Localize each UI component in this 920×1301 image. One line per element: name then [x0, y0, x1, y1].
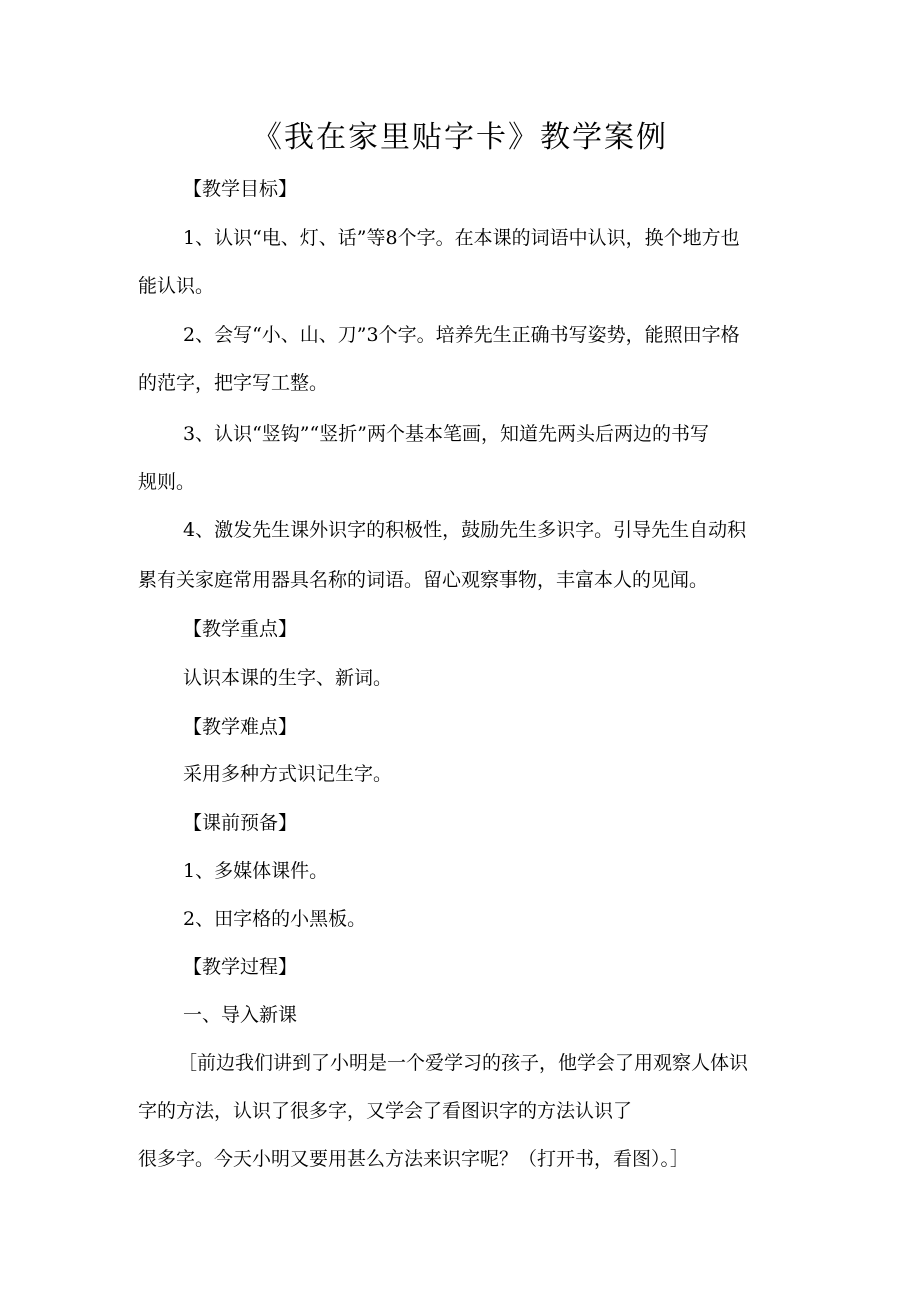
objective-1-line-2: 能认识。 [138, 275, 215, 297]
key-points-heading: 【教学重点】 [183, 618, 298, 640]
process-paragraph-line-1: ［前边我们讲到了小明是一个爱学习的孩子，他学会了用观察人体识 [178, 1052, 749, 1074]
objective-3-line-1: 3、认识“竖钩”“竖折”两个基本笔画，知道先两头后两边的书写 [183, 423, 709, 445]
objective-4-line-1: 4、激发先生课外识字的积极性，鼓励先生多识字。引导先生自动积 [183, 519, 747, 541]
process-step-1: 一、导入新课 [183, 1004, 298, 1026]
preparation-item-2: 2、田字格的小黑板。 [183, 908, 367, 930]
objective-2-line-1: 2、会写“小、山、刀”3个字。培养先生正确书写姿势，能照田字格 [183, 324, 740, 346]
objective-1-line-1: 1、认识“电、灯、话”等8个字。在本课的词语中认识，换个地方也 [183, 227, 740, 249]
process-heading: 【教学过程】 [183, 956, 298, 978]
document-title: 《我在家里贴字卡》教学案例 [252, 120, 668, 155]
process-paragraph-line-3: 很多字。今天小明又要用甚么方法来识字呢？（打开书，看图）。］ [138, 1148, 690, 1170]
difficulties-text: 采用多种方式识记生字。 [183, 763, 393, 785]
preparation-item-1: 1、多媒体课件。 [183, 860, 329, 882]
difficulties-heading: 【教学难点】 [183, 716, 298, 738]
objective-4-line-2: 累有关家庭常用器具名称的词语。留心观察事物，丰富本人的见闻。 [138, 569, 709, 591]
objective-3-line-2: 规则。 [138, 471, 196, 493]
preparation-heading: 【课前预备】 [183, 812, 298, 834]
key-points-text: 认识本课的生字、新词。 [183, 667, 393, 689]
process-paragraph-line-2: 字的方法，认识了很多字，又学会了看图识字的方法认识了 [138, 1100, 633, 1122]
objectives-heading: 【教学目标】 [183, 178, 298, 200]
objective-2-line-2: 的范字，把字写工整。 [138, 372, 329, 394]
